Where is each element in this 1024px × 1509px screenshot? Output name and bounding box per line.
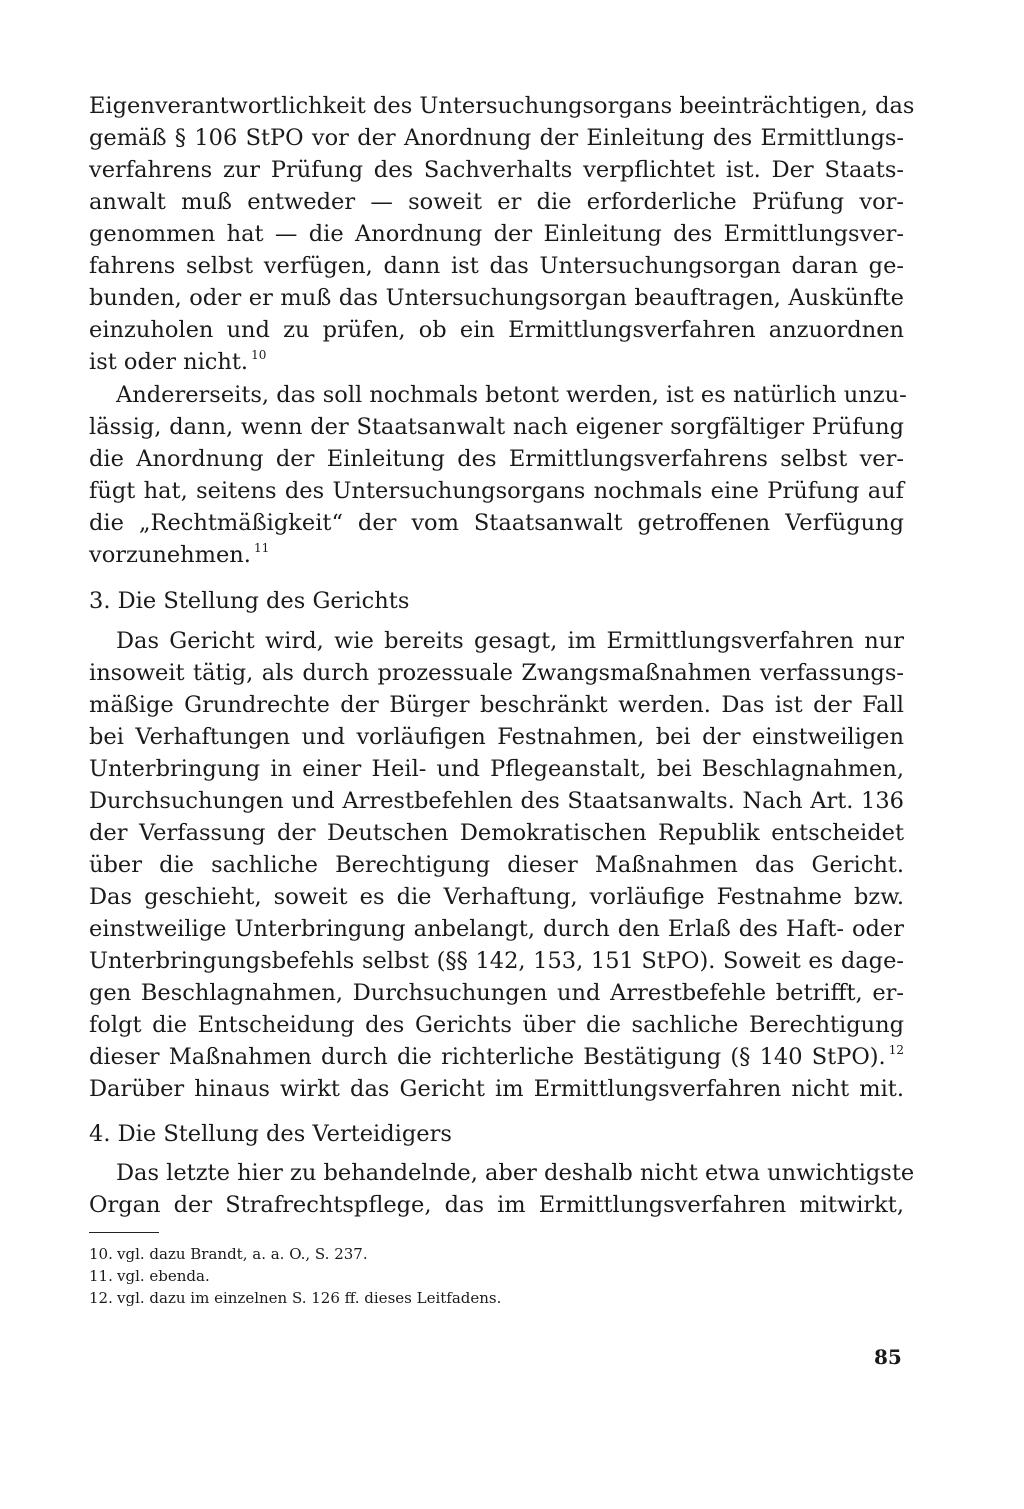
text-line: gemäß § 106 StPO vor der Anordnung der Einleitung des Ermittlungs- [89, 125, 904, 151]
line-text: ist oder nicht. [89, 349, 249, 375]
text-line: mäßige Grundrechte der Bürger beschränkt werden. Das ist der Fall [89, 692, 904, 718]
text-line: folgt die Entscheidung des Gerichts über die sachliche Berechtigung [89, 1012, 904, 1038]
text-line: gen Beschlagnahmen, Durchsuchungen und Arrestbefehle betrifft, er- [89, 980, 904, 1006]
footnote-11 [89, 1266, 210, 1286]
text-line: bunden, oder er muß das Untersuchungsorgan beauftragen, Auskünfte [89, 285, 904, 311]
footnote-separator [89, 1232, 159, 1233]
footnote-text: vgl. dazu im einzelnen S. 126 ff. dieses Leitfadens. [117, 1289, 502, 1307]
text-line: der Verfassung der Deutschen Demokratischen Republik entscheidet [89, 820, 904, 846]
text-line [89, 346, 904, 381]
section-heading-4: 4. Die Stellung des Verteidigers [89, 1121, 452, 1147]
text-line: anwalt muß entweder — soweit er die erforderliche Prüfung vor- [89, 189, 904, 215]
text-line: bei Verhaftungen und vorläufigen Festnahmen, bei der einstweiligen [89, 724, 904, 750]
text-line: Unterbringungsbefehls selbst (§§ 142, 153, 151 StPO). Soweit es dage- [89, 948, 904, 974]
text-line [89, 1041, 904, 1076]
text-line: Unterbringung in einer Heil- und Pflegeanstalt, bei Beschlagnahmen, [89, 756, 904, 782]
text-line: Das letzte hier zu behandelnde, aber deshalb nicht etwa unwichtigste [116, 1160, 915, 1186]
text-line: insoweit tätig, als durch prozessuale Zwangsmaßnahmen verfassungs- [89, 660, 904, 686]
text-line: die Anordnung der Einleitung des Ermittlungsverfahrens selbst ver- [89, 446, 904, 472]
text-line: Das Gericht wird, wie bereits gesagt, im Ermittlungsverfahren nur [116, 628, 904, 654]
footnote-10 [89, 1244, 368, 1264]
footnote-ref: 10 [251, 348, 267, 362]
text-line: die „Rechtmäßigkeit“ der vom Staatsanwalt getroffenen Verfügung [89, 510, 904, 536]
text-line: fahrens selbst verfügen, dann ist das Untersuchungsorgan daran ge- [89, 253, 904, 279]
text-line: Andererseits, das soll nochmals betont werden, ist es natürlich unzu- [116, 382, 907, 408]
text-line: Eigenverantwortlichkeit des Untersuchungsorgans beeinträchtigen, das [89, 93, 915, 119]
footnote-ref: 12 [888, 1043, 904, 1057]
footnote-text: vgl. dazu Brandt, a. a. O., S. 237. [117, 1245, 368, 1263]
footnote-text: vgl. ebenda. [117, 1267, 210, 1285]
text-line: verfahrens zur Prüfung des Sachverhalts verpflichtet ist. Der Staats- [89, 157, 904, 183]
footnote-12 [89, 1288, 501, 1308]
page-number: 85 [874, 1345, 902, 1369]
text-line: genommen hat — die Anordnung der Einleitung des Ermittlungsver- [89, 221, 904, 247]
text-line: Organ der Strafrechtspflege, das im Ermittlungsverfahren mitwirkt, [89, 1192, 904, 1218]
text-line [89, 539, 904, 574]
text-line: Darüber hinaus wirkt das Gericht im Ermittlungsverfahren nicht mit. [89, 1076, 904, 1102]
text-line: einzuholen und zu prüfen, ob ein Ermittlungsverfahren anzuordnen [89, 317, 904, 343]
footnote-ref: 11 [253, 541, 270, 555]
footnote-number: 12. [89, 1289, 113, 1307]
text-line: Das geschieht, soweit es die Verhaftung, vorläufige Festnahme bzw. [89, 884, 904, 910]
line-text: vorzunehmen. [89, 542, 251, 568]
text-line: über die sachliche Berechtigung dieser Maßnahmen das Gericht. [89, 852, 904, 878]
text-line: Durchsuchungen und Arrestbefehlen des Staatsanwalts. Nach Art. 136 [89, 788, 904, 814]
text-line: lässig, dann, wenn der Staatsanwalt nach eigener sorgfältiger Prüfung [89, 414, 904, 440]
text-line: fügt hat, seitens des Untersuchungsorgans nochmals eine Prüfung auf [89, 478, 904, 504]
text-line: einstweilige Unterbringung anbelangt, durch den Erlaß des Haft- oder [89, 916, 904, 942]
footnote-number: 10. [89, 1245, 113, 1263]
line-text: dieser Maßnahmen durch die richterliche Bestätigung (§ 140 StPO). [89, 1044, 886, 1070]
footnote-number: 11. [89, 1267, 113, 1285]
section-heading-3: 3. Die Stellung des Gerichts [89, 588, 410, 614]
